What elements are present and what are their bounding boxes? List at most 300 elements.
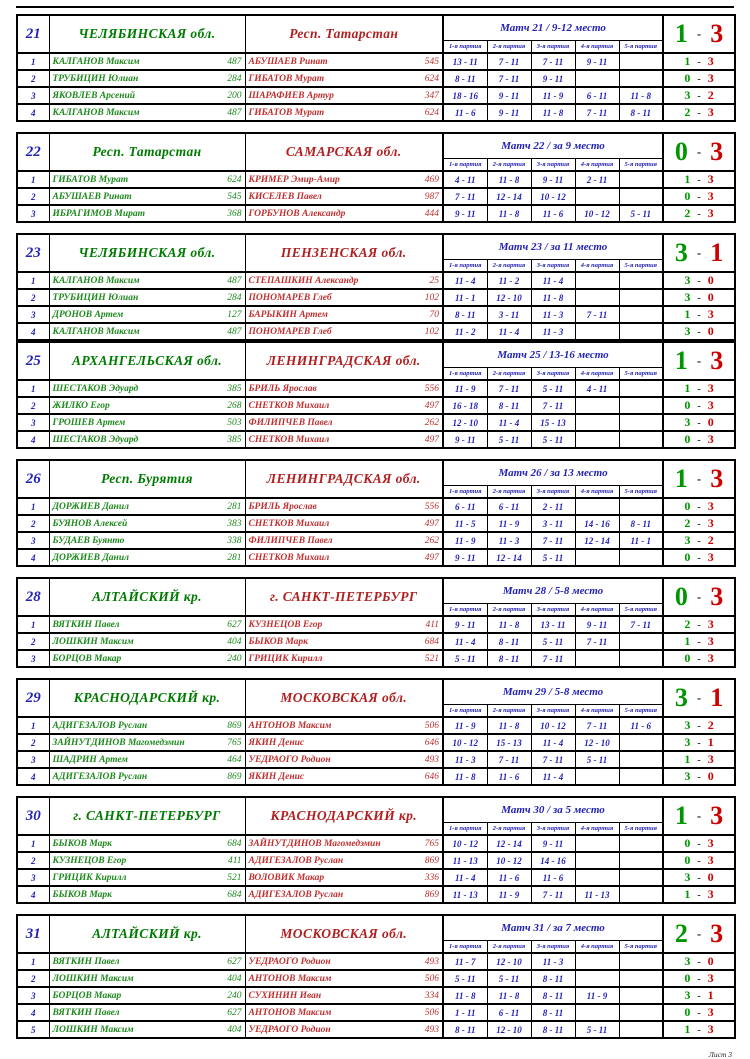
set-score xyxy=(619,734,663,751)
game-result-team2: 2 xyxy=(707,533,714,547)
player1-cell xyxy=(49,549,245,566)
player1-rating: 404 xyxy=(227,636,242,647)
player2-rating: 444 xyxy=(424,208,439,219)
set-score: 11 - 4 xyxy=(443,272,487,289)
team2-name: САМАРСКАЯ обл. xyxy=(245,133,443,171)
set-score: 11 - 6 xyxy=(487,869,531,886)
player2-rating: 25 xyxy=(429,275,439,286)
game-result-team1: 3 xyxy=(684,769,691,783)
game-result-team1: 0 xyxy=(684,836,691,850)
match-score-dash: - xyxy=(696,926,702,941)
player2-cell xyxy=(245,289,443,306)
game-number: 3 xyxy=(17,650,49,667)
match-26-table xyxy=(16,459,736,567)
game-number: 3 xyxy=(17,532,49,549)
game-result-team1: 0 xyxy=(684,189,691,203)
set-score: 7 - 11 xyxy=(487,751,531,768)
match-title: Матч 25 / 13-16 место xyxy=(443,342,663,368)
player2-name: КРИМЕР Эмир-Амир xyxy=(248,174,340,185)
game-result-dash: - xyxy=(697,74,701,85)
player2-cell xyxy=(245,1004,443,1021)
match-score-team2: 3 xyxy=(710,346,724,375)
game-row xyxy=(17,650,735,667)
player1-rating: 464 xyxy=(227,754,242,765)
game-row xyxy=(17,953,735,970)
game-result-team2: 3 xyxy=(707,836,714,850)
set-score: 5 - 11 xyxy=(487,970,531,987)
player2-cell xyxy=(245,515,443,532)
player2-rating: 493 xyxy=(424,956,439,967)
game-result-dash: - xyxy=(697,637,701,648)
match-header-row xyxy=(17,915,735,941)
player2-rating: 469 xyxy=(424,174,439,185)
game-result-team2: 3 xyxy=(707,1022,714,1036)
set-score xyxy=(575,272,619,289)
player2-rating: 493 xyxy=(424,754,439,765)
player1-rating: 385 xyxy=(227,434,242,445)
player1-name: БЫКОВ Марк xyxy=(52,838,112,849)
set-score: 11 - 3 xyxy=(487,532,531,549)
player1-cell xyxy=(49,188,245,205)
game-result xyxy=(663,852,735,869)
set-score xyxy=(619,498,663,515)
match-25-table xyxy=(16,341,736,449)
match-score-dash: - xyxy=(696,144,702,159)
set-column-label: 4-я партия xyxy=(575,604,619,617)
set-column-label: 5-я партия xyxy=(619,41,663,54)
match-total-score xyxy=(663,679,735,717)
player1-cell xyxy=(49,987,245,1004)
set-score: 15 - 13 xyxy=(487,734,531,751)
set-column-label: 2-я партия xyxy=(487,941,531,954)
set-score xyxy=(619,953,663,970)
game-row xyxy=(17,987,735,1004)
set-column-label: 1-я партия xyxy=(443,823,487,836)
player1-cell xyxy=(49,380,245,397)
player1-name: ДРОНОВ Артем xyxy=(52,309,124,320)
game-result-dash: - xyxy=(697,519,701,530)
game-result xyxy=(663,616,735,633)
set-score xyxy=(575,835,619,852)
team1-name: г. САНКТ-ПЕТЕРБУРГ xyxy=(49,797,245,835)
game-result-dash: - xyxy=(697,310,701,321)
set-score: 1 - 11 xyxy=(443,1004,487,1021)
game-result-team1: 2 xyxy=(684,105,691,119)
player1-cell xyxy=(49,53,245,70)
set-score: 2 - 11 xyxy=(531,498,575,515)
game-result-team1: 3 xyxy=(684,718,691,732)
game-result-team2: 3 xyxy=(707,853,714,867)
player2-rating: 869 xyxy=(424,855,439,866)
game-result-dash: - xyxy=(697,991,701,1002)
game-result-team2: 3 xyxy=(707,887,714,901)
game-row xyxy=(17,323,735,340)
player2-name: ФИЛИПЧЕВ Павел xyxy=(248,417,333,428)
set-score: 12 - 14 xyxy=(487,188,531,205)
game-result-dash: - xyxy=(697,293,701,304)
player1-cell xyxy=(49,717,245,734)
player2-rating: 684 xyxy=(424,636,439,647)
set-score: 7 - 11 xyxy=(487,53,531,70)
set-score: 11 - 1 xyxy=(619,532,663,549)
game-result-team1: 0 xyxy=(684,853,691,867)
set-score: 8 - 11 xyxy=(487,633,531,650)
player1-name: ГИБАТОВ Мурат xyxy=(52,174,129,185)
game-number: 3 xyxy=(17,751,49,768)
player1-name: ВЯТКИН Павел xyxy=(52,956,120,967)
game-row xyxy=(17,532,735,549)
game-result-team2: 3 xyxy=(707,550,714,564)
player2-name: ЯКИН Денис xyxy=(248,737,305,748)
player2-cell xyxy=(245,104,443,121)
set-score: 11 - 9 xyxy=(443,717,487,734)
player2-cell xyxy=(245,616,443,633)
player1-name: ШЕСТАКОВ Эдуард xyxy=(52,383,139,394)
player1-cell xyxy=(49,498,245,515)
set-score: 11 - 4 xyxy=(531,768,575,785)
set-score: 11 - 3 xyxy=(531,953,575,970)
player2-rating: 102 xyxy=(424,326,439,337)
game-number: 2 xyxy=(17,289,49,306)
set-score: 11 - 8 xyxy=(443,987,487,1004)
player1-name: ТРУБИЦИН Юлиан xyxy=(52,292,139,303)
game-number: 4 xyxy=(17,104,49,121)
game-row xyxy=(17,498,735,515)
game-row xyxy=(17,768,735,785)
match-score-team1: 3 xyxy=(674,238,688,267)
set-score xyxy=(619,886,663,903)
game-result-dash: - xyxy=(697,1025,701,1036)
player1-rating: 684 xyxy=(227,838,242,849)
player1-cell xyxy=(49,306,245,323)
set-column-label: 4-я партия xyxy=(575,705,619,718)
set-score: 9 - 11 xyxy=(575,53,619,70)
set-score: 10 - 12 xyxy=(531,188,575,205)
game-result-team1: 0 xyxy=(684,651,691,665)
set-score: 11 - 1 xyxy=(443,289,487,306)
player1-cell xyxy=(49,431,245,448)
set-score: 11 - 6 xyxy=(531,205,575,222)
player2-name: УЕДРАОГО Родион xyxy=(248,754,331,765)
player1-rating: 869 xyxy=(227,720,242,731)
team2-name: МОСКОВСКАЯ обл. xyxy=(245,679,443,717)
game-result-dash: - xyxy=(697,435,701,446)
match-total-score xyxy=(663,797,735,835)
set-column-label: 4-я партия xyxy=(575,823,619,836)
player1-name: ШЕСТАКОВ Эдуард xyxy=(52,434,139,445)
player2-name: ВОЛОВИК Макар xyxy=(248,872,325,883)
set-score xyxy=(575,1004,619,1021)
match-score-dash: - xyxy=(696,26,702,41)
game-result-dash: - xyxy=(697,91,701,102)
player1-name: КУЗНЕЦОВ Егор xyxy=(52,855,127,866)
player2-rating: 521 xyxy=(424,653,439,664)
player2-name: СНЕТКОВ Михаил xyxy=(248,434,330,445)
game-row xyxy=(17,549,735,566)
set-score: 10 - 12 xyxy=(575,205,619,222)
player1-cell xyxy=(49,869,245,886)
player1-cell xyxy=(49,734,245,751)
set-score xyxy=(619,323,663,340)
game-result-team1: 2 xyxy=(684,206,691,220)
game-result-team2: 3 xyxy=(707,71,714,85)
player2-cell xyxy=(245,53,443,70)
game-result-team1: 0 xyxy=(684,971,691,985)
player1-rating: 268 xyxy=(227,400,242,411)
game-number: 1 xyxy=(17,953,49,970)
game-result xyxy=(663,532,735,549)
game-result-team1: 0 xyxy=(684,432,691,446)
match-29-table xyxy=(16,678,736,786)
game-number: 1 xyxy=(17,498,49,515)
player1-rating: 411 xyxy=(227,855,242,866)
game-row xyxy=(17,289,735,306)
team1-name: ЧЕЛЯБИНСКАЯ обл. xyxy=(49,15,245,53)
match-number: 22 xyxy=(17,133,49,171)
set-score: 9 - 11 xyxy=(487,104,531,121)
player2-cell xyxy=(245,272,443,289)
game-result-team2: 0 xyxy=(707,769,714,783)
game-result-team1: 0 xyxy=(684,398,691,412)
set-score: 9 - 11 xyxy=(443,616,487,633)
set-column-label: 2-я партия xyxy=(487,41,531,54)
game-result-team1: 3 xyxy=(684,273,691,287)
set-column-label: 5-я партия xyxy=(619,159,663,172)
game-result-dash: - xyxy=(697,654,701,665)
set-column-label: 3-я партия xyxy=(531,368,575,381)
player2-name: ШАРАФИЕВ Артур xyxy=(248,90,334,101)
player1-name: КАЛГАНОВ Максим xyxy=(52,56,140,67)
player2-rating: 506 xyxy=(424,720,439,731)
game-number: 4 xyxy=(17,549,49,566)
set-score xyxy=(575,323,619,340)
set-score: 12 - 10 xyxy=(487,1021,531,1038)
game-result-dash: - xyxy=(697,276,701,287)
player2-name: ПОНОМАРЕВ Глеб xyxy=(248,326,332,337)
set-score: 10 - 12 xyxy=(531,717,575,734)
set-score: 5 - 11 xyxy=(443,970,487,987)
game-result-team2: 0 xyxy=(707,273,714,287)
player1-cell xyxy=(49,751,245,768)
team2-name: г. САНКТ-ПЕТЕРБУРГ xyxy=(245,578,443,616)
match-total-score xyxy=(663,342,735,380)
set-score: 5 - 11 xyxy=(443,650,487,667)
game-row xyxy=(17,1021,735,1038)
player1-rating: 127 xyxy=(227,309,242,320)
match-header-row xyxy=(17,15,735,41)
player2-rating: 624 xyxy=(424,73,439,84)
game-result-dash: - xyxy=(697,209,701,220)
set-score: 11 - 8 xyxy=(487,717,531,734)
game-result xyxy=(663,1004,735,1021)
set-score: 4 - 11 xyxy=(443,171,487,188)
set-score: 8 - 11 xyxy=(443,70,487,87)
set-score xyxy=(575,289,619,306)
set-score: 10 - 12 xyxy=(443,835,487,852)
game-row xyxy=(17,397,735,414)
game-number: 1 xyxy=(17,717,49,734)
set-score: 12 - 10 xyxy=(487,289,531,306)
game-result-team2: 3 xyxy=(707,54,714,68)
match-score-dash: - xyxy=(696,589,702,604)
player1-cell xyxy=(49,616,245,633)
set-score: 7 - 11 xyxy=(531,397,575,414)
team2-name: МОСКОВСКАЯ обл. xyxy=(245,915,443,953)
set-score: 11 - 6 xyxy=(487,768,531,785)
game-result xyxy=(663,970,735,987)
game-result-team1: 1 xyxy=(684,634,691,648)
game-row xyxy=(17,616,735,633)
match-score-dash: - xyxy=(696,690,702,705)
player2-rating: 624 xyxy=(424,107,439,118)
match-number: 21 xyxy=(17,15,49,53)
set-score xyxy=(619,869,663,886)
game-result-team2: 1 xyxy=(707,988,714,1002)
set-score: 4 - 11 xyxy=(575,380,619,397)
player2-cell xyxy=(245,431,443,448)
set-score: 5 - 11 xyxy=(531,633,575,650)
game-result-dash: - xyxy=(697,856,701,867)
set-column-label: 1-я партия xyxy=(443,41,487,54)
player2-name: ГИБАТОВ Мурат xyxy=(248,107,325,118)
set-score xyxy=(575,869,619,886)
set-score xyxy=(575,650,619,667)
game-number: 3 xyxy=(17,869,49,886)
player2-rating: 102 xyxy=(424,292,439,303)
player1-rating: 284 xyxy=(227,73,242,84)
game-number: 4 xyxy=(17,768,49,785)
set-score xyxy=(619,1004,663,1021)
game-row xyxy=(17,188,735,205)
player1-rating: 200 xyxy=(227,90,242,101)
match-title: Матч 29 / 5-8 место xyxy=(443,679,663,705)
player1-rating: 545 xyxy=(227,191,242,202)
set-score: 11 - 4 xyxy=(443,633,487,650)
player1-cell xyxy=(49,1004,245,1021)
game-result xyxy=(663,734,735,751)
set-score: 5 - 11 xyxy=(487,431,531,448)
set-score: 5 - 11 xyxy=(531,549,575,566)
player2-cell xyxy=(245,87,443,104)
game-row xyxy=(17,205,735,222)
game-row xyxy=(17,87,735,104)
set-score: 10 - 12 xyxy=(443,734,487,751)
player1-name: ИБРАГИМОВ Мират xyxy=(52,208,145,219)
set-score: 7 - 11 xyxy=(531,751,575,768)
game-result-team2: 3 xyxy=(707,617,714,631)
game-result-team1: 3 xyxy=(684,533,691,547)
set-column-label: 2-я партия xyxy=(487,486,531,499)
match-number: 26 xyxy=(17,460,49,498)
set-score: 11 - 9 xyxy=(487,886,531,903)
set-score: 7 - 11 xyxy=(531,532,575,549)
set-score: 8 - 11 xyxy=(443,306,487,323)
game-result xyxy=(663,414,735,431)
set-score: 11 - 3 xyxy=(531,323,575,340)
player2-rating: 493 xyxy=(424,1024,439,1035)
player2-rating: 765 xyxy=(424,838,439,849)
team1-name: КРАСНОДАРСКИЙ кр. xyxy=(49,679,245,717)
match-title: Матч 30 / за 5 место xyxy=(443,797,663,823)
game-result-dash: - xyxy=(697,384,701,395)
set-column-label: 5-я партия xyxy=(619,368,663,381)
set-score xyxy=(619,188,663,205)
match-score-team1: 1 xyxy=(674,19,688,48)
set-score: 9 - 11 xyxy=(531,70,575,87)
player1-rating: 684 xyxy=(227,889,242,900)
game-result xyxy=(663,289,735,306)
set-score: 5 - 11 xyxy=(575,751,619,768)
player1-name: КАЛГАНОВ Максим xyxy=(52,275,140,286)
player1-cell xyxy=(49,835,245,852)
game-result xyxy=(663,835,735,852)
set-score: 11 - 8 xyxy=(487,171,531,188)
player1-name: ГРОШЕВ Артем xyxy=(52,417,126,428)
set-column-label: 2-я партия xyxy=(487,604,531,617)
game-row xyxy=(17,869,735,886)
set-score: 11 - 3 xyxy=(443,751,487,768)
game-result-team2: 3 xyxy=(707,398,714,412)
player1-rating: 503 xyxy=(227,417,242,428)
set-score: 11 - 5 xyxy=(443,515,487,532)
set-score: 9 - 11 xyxy=(575,616,619,633)
player1-rating: 521 xyxy=(227,872,242,883)
game-result-dash: - xyxy=(697,873,701,884)
game-result-team2: 0 xyxy=(707,324,714,338)
player2-cell xyxy=(245,397,443,414)
game-result-dash: - xyxy=(697,974,701,985)
player2-cell xyxy=(245,498,443,515)
game-number: 4 xyxy=(17,323,49,340)
set-column-label: 3-я партия xyxy=(531,705,575,718)
player2-rating: 506 xyxy=(424,1007,439,1018)
game-result-team2: 2 xyxy=(707,718,714,732)
game-result-dash: - xyxy=(697,755,701,766)
set-score xyxy=(619,431,663,448)
player2-name: ПОНОМАРЕВ Глеб xyxy=(248,292,332,303)
set-score xyxy=(575,953,619,970)
game-result-team1: 0 xyxy=(684,71,691,85)
game-result-team2: 0 xyxy=(707,415,714,429)
game-result-dash: - xyxy=(697,620,701,631)
game-row xyxy=(17,53,735,70)
game-result-team1: 0 xyxy=(684,1005,691,1019)
match-score-team1: 3 xyxy=(674,683,688,712)
set-column-label: 3-я партия xyxy=(531,604,575,617)
game-result-dash: - xyxy=(697,536,701,547)
set-column-label: 1-я партия xyxy=(443,941,487,954)
game-result-team2: 3 xyxy=(707,105,714,119)
set-score: 12 - 10 xyxy=(487,953,531,970)
player1-cell xyxy=(49,970,245,987)
set-score: 14 - 16 xyxy=(531,852,575,869)
game-result-dash: - xyxy=(697,327,701,338)
player2-cell xyxy=(245,306,443,323)
player1-rating: 627 xyxy=(227,1007,242,1018)
set-column-label: 4-я партия xyxy=(575,941,619,954)
set-score: 7 - 11 xyxy=(443,188,487,205)
set-score: 7 - 11 xyxy=(575,104,619,121)
player2-cell xyxy=(245,734,443,751)
player1-cell xyxy=(49,953,245,970)
set-score: 11 - 4 xyxy=(487,323,531,340)
game-result-dash: - xyxy=(697,721,701,732)
set-column-label: 1-я партия xyxy=(443,604,487,617)
team1-name: Респ. Татарстан xyxy=(49,133,245,171)
match-title: Матч 31 / за 7 место xyxy=(443,915,663,941)
match-title: Матч 22 / за 9 место xyxy=(443,133,663,159)
player1-name: ЗАЙНУТДИНОВ Магомедэмин xyxy=(52,737,185,748)
